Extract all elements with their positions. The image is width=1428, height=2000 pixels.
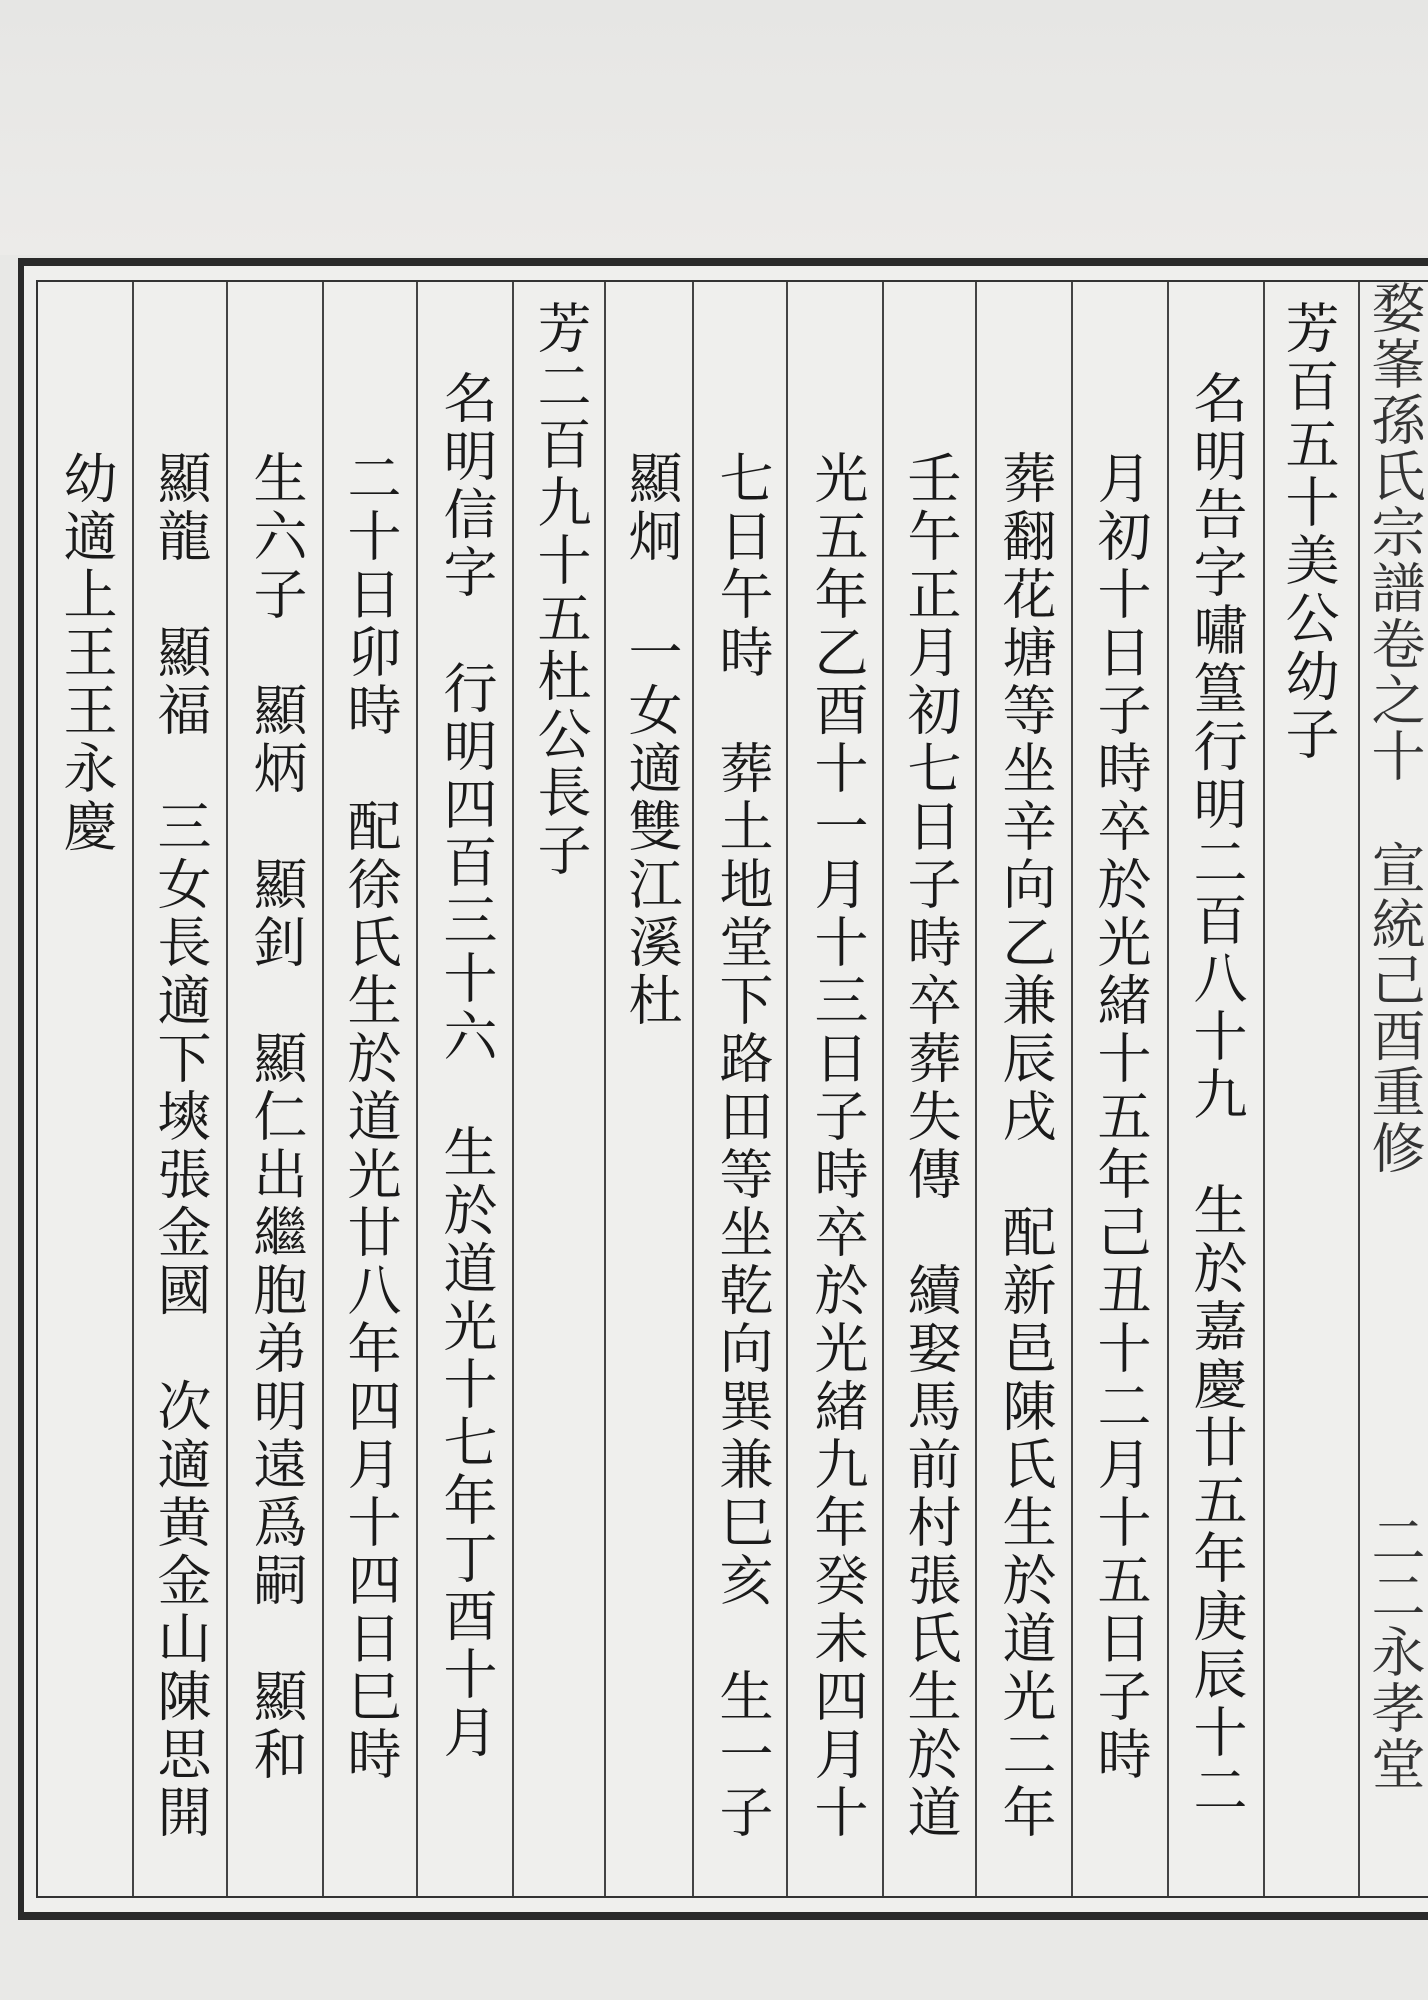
text-column-1: 芳百五十美公幼子 — [1277, 300, 1340, 764]
column-rule — [692, 282, 694, 1896]
lower-page-margin — [0, 1920, 1428, 2000]
column-rule — [786, 282, 788, 1896]
text-column-3: 月初十日子時卒於光緒十五年己丑十二月十五日子時 — [1089, 450, 1152, 1784]
text-column-7: 七日午時 葬土地堂下路田等坐乾向巽兼巳亥 生一子 — [711, 450, 774, 1842]
text-column-2: 名明告字嘯篁行明二百八十九 生於嘉慶廿五年庚辰十二 — [1185, 370, 1248, 1820]
text-column-4: 葬翻花塘等坐辛向乙兼辰戌 配新邑陳氏生於道光二年 — [994, 450, 1057, 1842]
text-column-6: 光五年乙酉十一月十三日子時卒於光緒九年癸未四月十 — [806, 450, 869, 1842]
column-rule — [132, 282, 134, 1896]
text-column-12: 生六子 顯炳 顯釗 顯仁出繼胞弟明遠爲嗣 顯和 — [245, 450, 308, 1784]
column-rule — [604, 282, 606, 1896]
column-rule — [226, 282, 228, 1896]
column-rule — [416, 282, 418, 1896]
edition-note: 宣統己酉重修 — [1363, 840, 1426, 1176]
column-rule — [1263, 282, 1265, 1896]
publisher-mark: 二二永孝堂 — [1363, 1512, 1426, 1792]
text-column-14: 幼適上王王永慶 — [55, 450, 118, 856]
column-rule — [512, 282, 514, 1896]
volume-label: 卷之十 — [1363, 616, 1426, 784]
text-column-10: 名明信字 行明四百三十六 生於道光十七年丁酉十月 — [435, 370, 498, 1762]
upper-page-margin — [0, 0, 1428, 255]
text-column-8: 顯炯 一女適雙江溪杜 — [620, 450, 683, 1030]
column-rule — [1167, 282, 1169, 1896]
column-rule — [975, 282, 977, 1896]
column-rule — [322, 282, 324, 1896]
column-rule — [1071, 282, 1073, 1896]
book-title: 婺峯孫氏宗譜 — [1363, 280, 1426, 616]
text-column-9: 芳二百九十五杜公長子 — [529, 300, 592, 880]
text-column-13: 顯龍 顯福 三女長適下塽張金國 次適黄金山陳思開 — [149, 450, 212, 1842]
book-header-column — [1360, 280, 1428, 1898]
column-rule — [882, 282, 884, 1896]
text-column-11: 二十日卯時 配徐氏生於道光廿八年四月十四日巳時 — [339, 450, 402, 1784]
text-column-5: 壬午正月初七日子時卒葬失傳 續娶馬前村張氏生於道 — [899, 450, 962, 1842]
